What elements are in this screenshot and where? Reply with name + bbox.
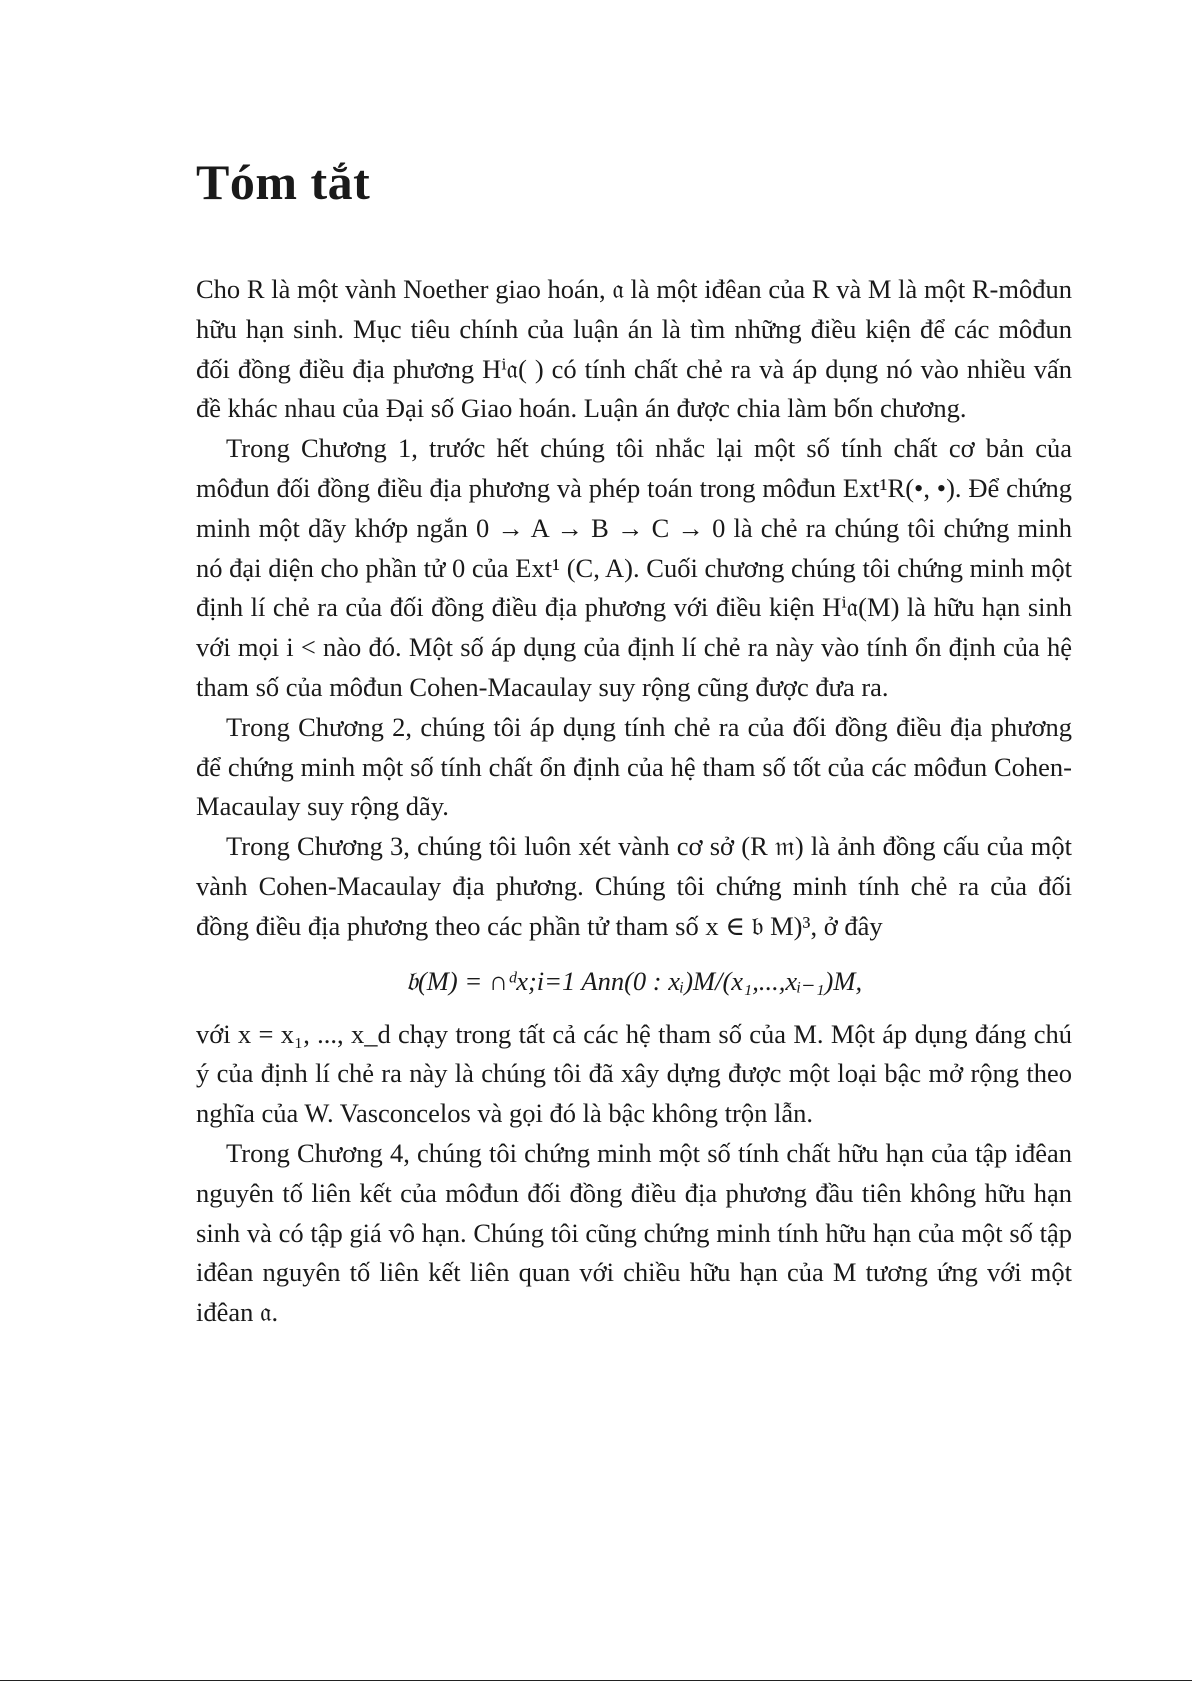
paragraph-chapter-4: Trong Chương 4, chúng tôi chứng minh một số tính chất hữu hạn của tập iđêan nguyên tố liên kết của môđun đối đồng điều địa phương đầu tiên không hữu hạn sinh và có tập giá vô hạn. Chúng tôi cũng chứng minh tính hữu hạn của một số tập iđêan nguyên tố liên kết liên quan với chiều hữu hạn của M tương ứng với một iđêan 𝔞. — [196, 1137, 1072, 1328]
paragraph-chapter-2: Trong Chương 2, chúng tôi áp dụng tính chẻ ra của đối đồng điều địa phương để chứng minh một số tính chất ổn định của hệ tham số tốt của các môđun Cohen-Macaulay suy rộng dãy. — [196, 711, 1072, 822]
bottom-rule — [0, 1680, 1192, 1681]
abstract-body — [196, 270, 1072, 1333]
display-formula: 𝔟(M) = ∩ᵈx;i=1 Ann(0 : xᵢ)M/(x₁,...,xᵢ₋₁)M, — [405, 965, 863, 996]
page-title: Tóm tắt — [196, 154, 371, 210]
paragraph-chapter-3: Trong Chương 3, chúng tôi luôn xét vành cơ sở (R 𝔪) là ảnh đồng cấu của một vành Cohen-Macaulay địa phương. Chúng tôi chứng minh tính chẻ ra của đối đồng điều địa phương theo các phần tử tham số x ∈ 𝔟 M)³, ở đây — [196, 831, 1072, 941]
page — [196, 150, 1072, 1333]
paragraph-intro: Cho R là một vành Noether giao hoán, 𝔞 là một iđêan của R và M là một R-môđun hữu hạn sinh. Mục tiêu chính của luận án là tìm những điều kiện để các môđun đối đồng điều địa phương Hⁱ𝔞( ) có tính chất chẻ ra và áp dụng nó vào nhiều vấn đề khác nhau của Đại số Giao hoán. Luận án được chia làm bốn chương. — [196, 274, 1072, 424]
paragraph-chapter-3-continued: với x = x₁, ..., x_d chạy trong tất cả các hệ tham số của M. Một áp dụng đáng chú ý của định lí chẻ ra này là chúng tôi đã xây dựng được một loại bậc mở rộng theo nghĩa của W. Vasconcelos và gọi đó là bậc không trộn lẫn. — [196, 1018, 1072, 1129]
paragraph-chapter-1: Trong Chương 1, trước hết chúng tôi nhắc lại một số tính chất cơ bản của môđun đối đồng điều địa phương và phép toán trong môđun Ext¹R(•, •). Để chứng minh một dãy khớp ngắn 0 → A → B → C → 0 là chẻ ra chúng tôi chứng minh nó đại diện cho phần tử 0 của Ext¹ (C, A). Cuối chương chúng tôi chứng minh một định lí chẻ ra của đối đồng điều địa phương với điều kiện Hⁱ𝔞(M) là hữu hạn sinh với mọi i < nào đó. Một số áp dụng của định lí chẻ ra này vào tính ổn định của hệ tham số của môđun Cohen-Macaulay suy rộng cũng được đưa ra. — [196, 433, 1072, 702]
